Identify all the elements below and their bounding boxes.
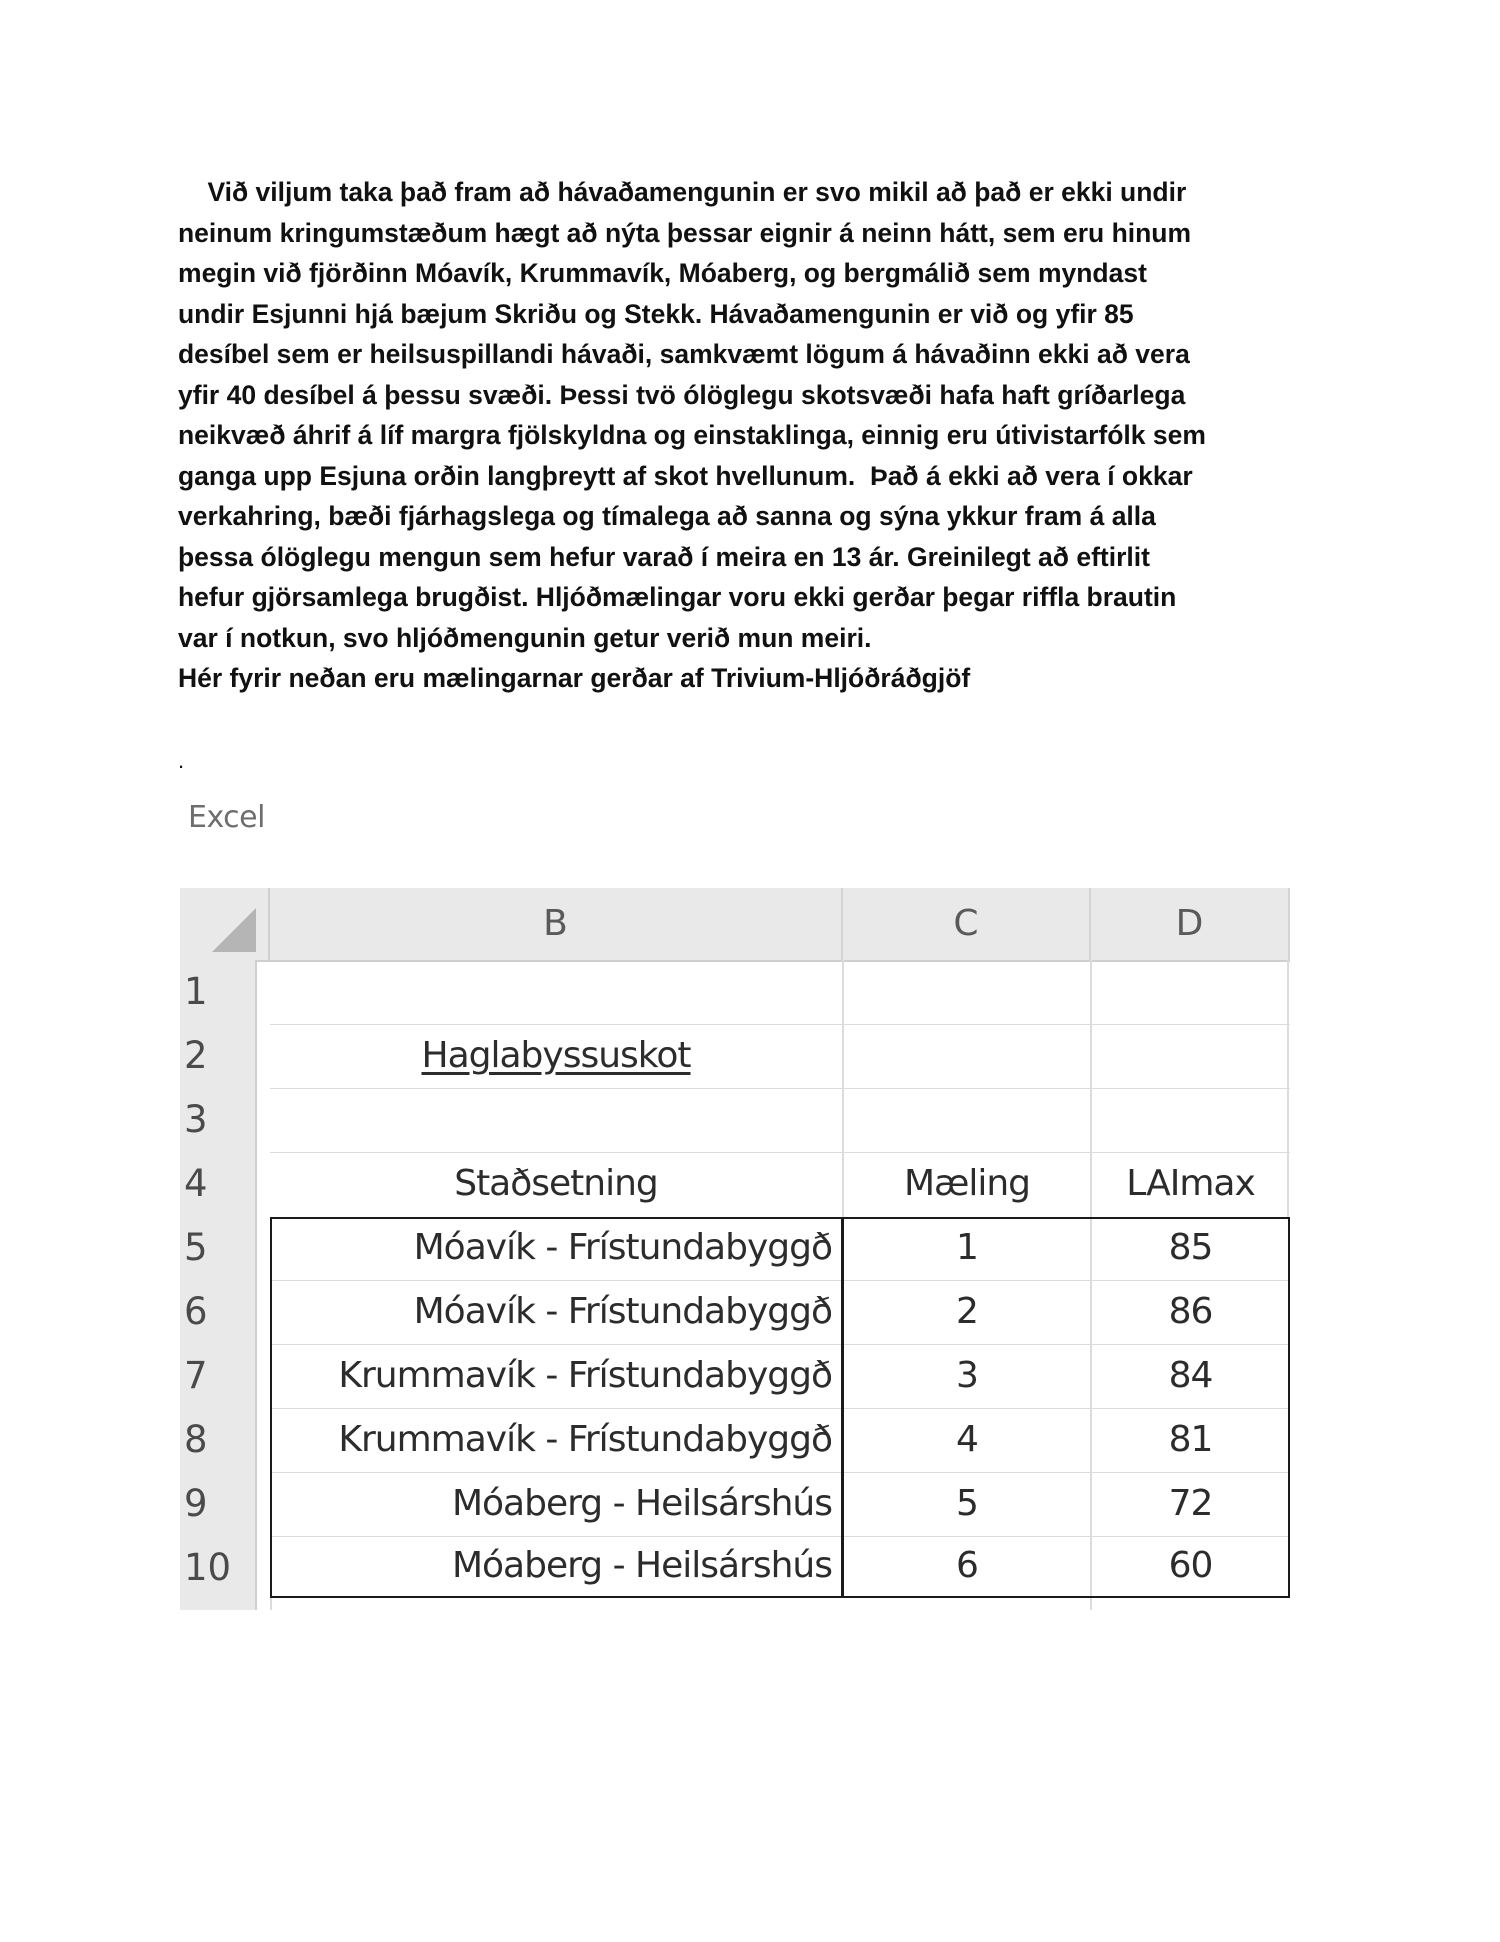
paragraph-line: þessa ólöglegu mengun sem hefur varað í meira en 13 ár. Greinilegt að eftirlit [178,541,1150,572]
paragraph-line: hefur gjörsamlega brugðist. Hljóðmælingar voru ekki gerðar þegar riffla brautin [178,582,1177,612]
cell-location: Móaberg - Heilsárshús [451,1483,832,1524]
cell-location: Krummavík - Frístundabyggð [338,1419,832,1460]
select-all-icon [212,908,256,952]
column-header-b: B [270,888,843,960]
column-header-c: C [843,888,1091,960]
paragraph-line: ganga upp Esjuna orðin langþreytt af skot hvellunum. Það á ekki að vera í okkar [178,460,1193,491]
row-number: 8 [184,1418,208,1461]
gridline [270,1598,272,1610]
sheet-title: Haglabyssuskot [421,1035,691,1076]
paragraph-line: Við viljum taka það fram að hávaðamengunin er svo mikil að það er ekki undir [178,177,1187,207]
row-number: 6 [184,1290,208,1333]
paragraph-line: megin við fjörðinn Móavík, Krummavík, Móaberg, og bergmálið sem myndast [178,258,1147,288]
paragraph-line: Hér fyrir neðan eru mælingarnar gerðar af Trivium-Hljóðráðgjöf [178,663,971,693]
paragraph-line: var í notkun, svo hljóðmengunin getur verið mun meiri. [178,622,872,653]
paragraph-line: neikvæð áhrif á líf margra fjölskyldna og einstaklinga, einnig eru útivistarfólk sem [178,420,1206,450]
cell-level: 72 [1168,1483,1213,1524]
cell-location: Móaberg - Heilsárshús [451,1545,832,1586]
row-number: 10 [184,1546,232,1589]
row-number: 4 [184,1162,208,1205]
row-number: 3 [184,1098,208,1141]
row-number: 2 [184,1034,208,1077]
cell-measurement: 6 [956,1545,978,1586]
select-all-corner [180,888,270,960]
body-paragraph [178,172,1338,699]
cell-measurement: 1 [956,1227,978,1268]
separator-dot: . [178,748,185,773]
cell-location: Móavík - Frístundabyggð [413,1291,832,1332]
paragraph-line: verkahring, bæði fjárhagslega og tímalega að sanna og sýna ykkur fram á alla [178,501,1156,531]
cell-level: 85 [1168,1227,1213,1268]
spreadsheet-screenshot [180,888,1290,1610]
cell-level: 81 [1168,1419,1213,1460]
cell-level: 60 [1168,1545,1213,1586]
cell-level: 84 [1168,1355,1213,1396]
row-number: 5 [184,1226,208,1269]
cell-measurement: 4 [956,1419,978,1460]
header-measurement: Mæling [903,1163,1031,1204]
row-number: 7 [184,1354,208,1397]
row-number: 9 [184,1482,208,1525]
cell-measurement: 3 [956,1355,978,1396]
cell-level: 86 [1168,1291,1213,1332]
header-location: Staðsetning [454,1163,658,1204]
cell-location: Móavík - Frístundabyggð [413,1227,832,1268]
paragraph-line: desíbel sem er heilsuspillandi hávaði, samkvæmt lögum á hávaðinn ekki að vera [178,339,1190,369]
cell-measurement: 5 [956,1483,978,1524]
cell-location: Krummavík - Frístundabyggð [338,1355,832,1396]
column-header-d: D [1091,888,1290,960]
gridline [270,1088,1290,1089]
cell-measurement: 2 [956,1291,978,1332]
paragraph-line: neinum kringumstæðum hægt að nýta þessar eignir á neinn hátt, sem eru hinum [178,217,1192,248]
row-number: 1 [184,970,208,1013]
header-level: LAImax [1126,1163,1255,1204]
excel-label: Excel [188,800,265,835]
paragraph-line: undir Esjunni hjá bæjum Skriðu og Stekk. Hávaðamengunin er við og yfir 85 [178,298,1134,329]
paragraph-line: yfir 40 desíbel á þessu svæði. Þessi tvö ólöglegu skotsvæði hafa haft gríðarlega [178,379,1186,410]
